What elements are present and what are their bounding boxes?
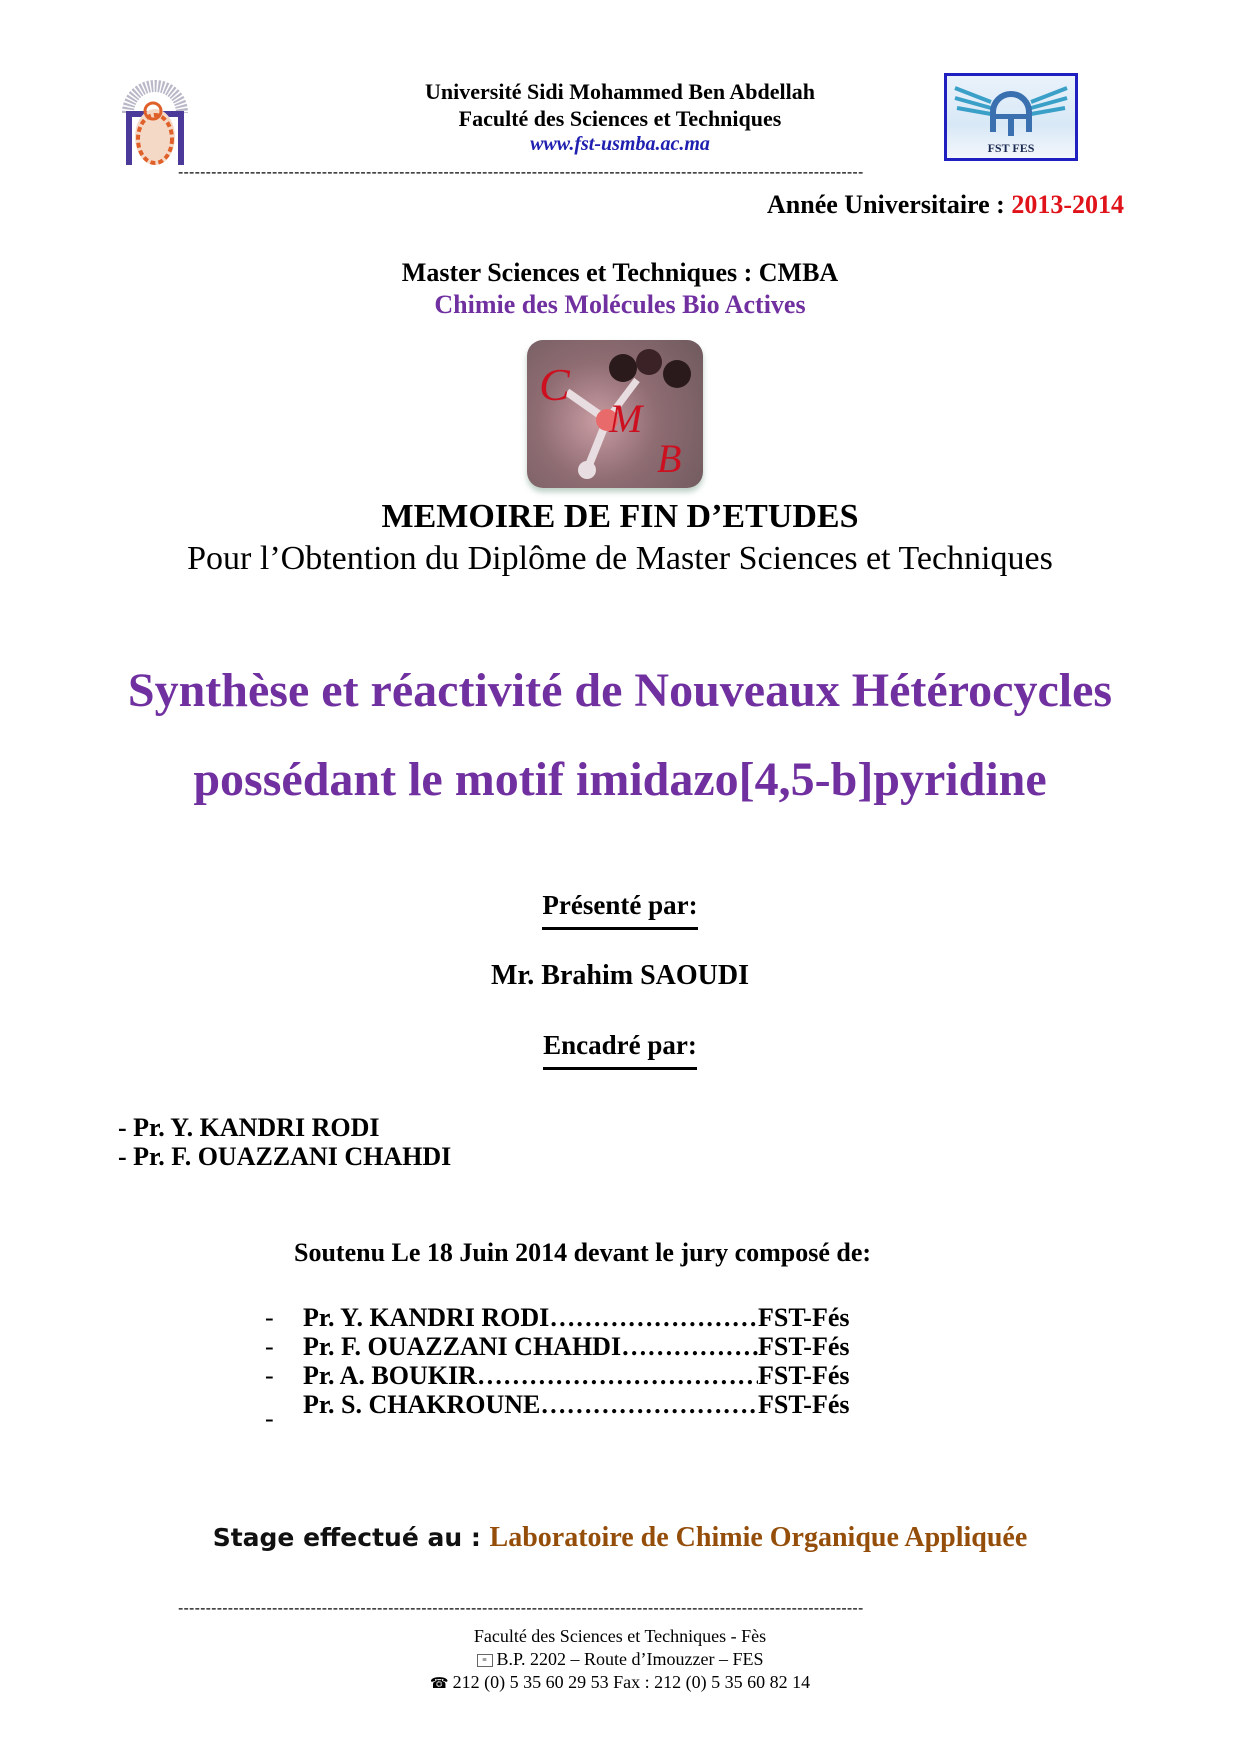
jury-affiliation: FST-Fés — [758, 1303, 850, 1332]
internship-lab: Laboratoire de Chimie Organique Appliquée — [489, 1522, 1028, 1553]
jury-member — [265, 1303, 850, 1332]
thesis-title-line-1: Synthèse et réactivité de Nouveaux Hétérocycles — [127, 664, 1113, 717]
footer-institution: Faculté des Sciences et Techniques - Fès — [473, 1626, 767, 1646]
list-bullet: - — [265, 1303, 274, 1332]
jury-name: Pr. S. CHAKROUNE ……………………………………………… — [303, 1390, 758, 1419]
thesis-type: MEMOIRE DE FIN D’ETUDES — [381, 498, 859, 535]
program-subtitle: Chimie des Molécules Bio Actives — [434, 290, 806, 319]
svg-text:FST FES: FST FES — [987, 141, 1035, 155]
defense-statement: Soutenu Le 18 Juin 2014 devant le jury composé de: — [294, 1238, 872, 1267]
header-separator: ---------------------------------------------------------------------------------------------------------------------------- — [178, 164, 864, 181]
supervised-by-label: Encadré par: — [543, 1030, 697, 1070]
jury-name: Pr. F. OUAZZANI CHAHDI ……………………………………………… — [303, 1332, 758, 1361]
footer-phone — [0, 1671, 1240, 1696]
website-link[interactable]: www.fst-usmba.ac.ma — [530, 133, 710, 155]
list-bullet: - — [265, 1361, 274, 1390]
fst-fes-logo — [944, 73, 1078, 161]
student-name: Mr. Brahim SAOUDI — [491, 960, 749, 991]
jury-member — [265, 1332, 850, 1361]
jury-member — [265, 1361, 850, 1390]
svg-text:B: B — [657, 436, 682, 481]
supervised-by-section — [0, 1030, 1240, 1070]
address-text: B.P. 2202 – Route d’Imouzzer – FES — [496, 1649, 764, 1669]
jury-affiliation: FST-Fés — [758, 1361, 850, 1390]
program-title: Master Sciences et Techniques : CMBA — [401, 258, 839, 287]
university-name: Université Sidi Mohammed Ben Abdellah — [425, 79, 815, 104]
cmba-logo — [527, 340, 703, 488]
list-bullet: - — [265, 1332, 274, 1361]
presented-by-label: Présenté par: — [542, 890, 697, 930]
thesis-purpose: Pour l’Obtention du Diplôme de Master Sciences et Techniques — [187, 540, 1053, 577]
academic-year — [767, 190, 1124, 220]
list-bullet: - — [265, 1404, 274, 1433]
jury-affiliation: FST-Fés — [758, 1332, 850, 1361]
jury-name: Pr. Y. KANDRI RODI ……………………………………………… — [303, 1303, 758, 1332]
presented-by-section — [0, 890, 1240, 930]
footer-separator: ---------------------------------------------------------------------------------------------------------------------------- — [178, 1600, 864, 1617]
supervisor-item: - Pr. F. OUAZZANI CHAHDI — [118, 1142, 452, 1171]
jury-name: Pr. A. BOUKIR ……………………………………………… — [303, 1361, 758, 1390]
academic-year-label: Année Universitaire : — [767, 190, 1012, 219]
thesis-title-line-2: possédant le motif imidazo[4,5-b]pyridine — [193, 753, 1047, 806]
faculty-name: Faculté des Sciences et Techniques — [458, 106, 782, 131]
phone-icon: ☎ — [429, 1676, 449, 1692]
academic-year-value: 2013-2014 — [1011, 190, 1124, 219]
phone-text: 212 (0) 5 35 60 29 53 Fax : 212 (0) 5 35 60 82 14 — [452, 1672, 811, 1692]
jury-member — [265, 1390, 850, 1433]
mail-icon: ≡ — [477, 1654, 493, 1667]
internship-label: Stage effectué au : — [212, 1523, 490, 1552]
supervisor-item: - Pr. Y. KANDRI RODI — [118, 1113, 380, 1142]
footer-address — [0, 1648, 1240, 1671]
svg-text:C: C — [539, 359, 570, 410]
internship-line — [0, 1522, 1240, 1554]
svg-text:M: M — [609, 396, 643, 441]
jury-affiliation: FST-Fés — [758, 1390, 850, 1419]
